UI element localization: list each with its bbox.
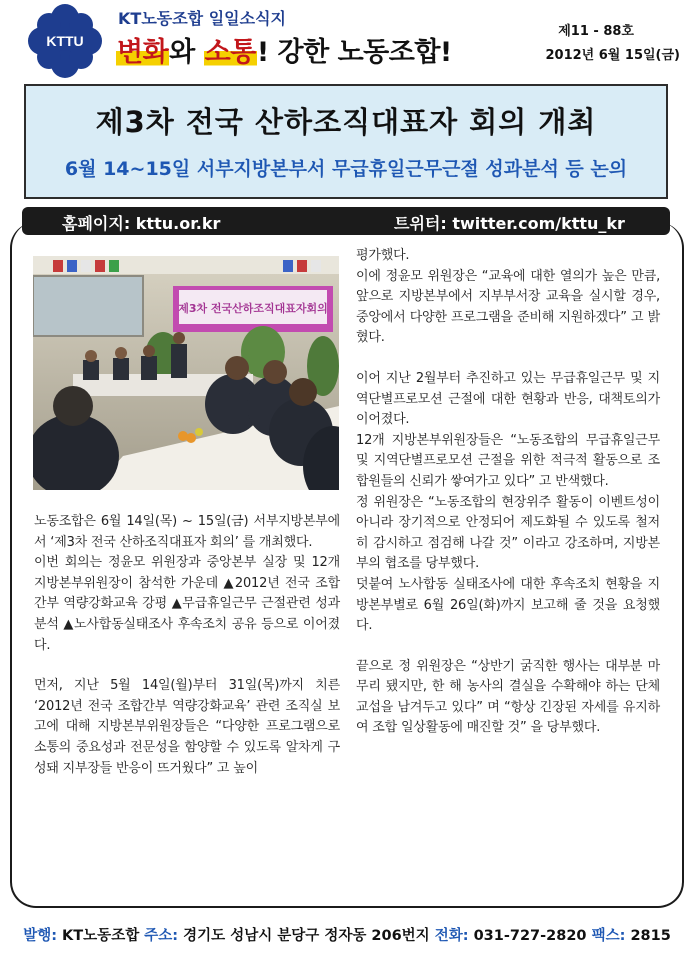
article-right-column	[356, 246, 660, 739]
phone-value: 031-727-2820	[468, 928, 592, 944]
article-paragraph: 평가했다.	[356, 248, 410, 263]
headline-box	[24, 84, 668, 199]
fax-label: 팩스:	[591, 928, 626, 944]
fax-value: 2815	[625, 928, 671, 944]
address-value: 경기도 성남시 분당구 정자동 206번지	[178, 928, 435, 944]
homepage-link[interactable]: 홈페이지: kttu.or.kr	[62, 214, 221, 233]
article-left-column	[34, 512, 340, 779]
address-label: 주소:	[144, 928, 179, 944]
slogan-rest: ! 강한 노동조합!	[256, 37, 452, 68]
article-paragraph: 정 위원장은 “노동조합의 현장위주 활동이 이벤트성이 아니라 장기적으로 안정되어 제도화될 수 있도록 철저히 감시하고 점검해 나갈 것” 이라고 강조하며, 지방본부의 협조를 당부했다.	[356, 494, 660, 572]
kttu-logo	[28, 4, 102, 78]
publisher-label: 발행:	[23, 928, 57, 944]
phone-label: 전화:	[434, 928, 469, 944]
article-paragraph: 이어 지난 2월부터 추진하고 있는 무급휴일근무 및 지역단별프로모션 근절에 대한 현황과 반응, 대책토의가 이어졌다.	[356, 370, 660, 428]
twitter-link[interactable]: 트위터: twitter.com/kttu_kr	[394, 214, 625, 233]
org-subtitle: KT노동조합 일일소식지	[118, 9, 286, 28]
issue-number: 제11 - 88호	[558, 24, 634, 39]
publisher-value: KT노동조합	[57, 928, 145, 944]
slogan-highlight-change: 변화	[117, 37, 169, 68]
slogan-highlight-communication: 소통	[204, 37, 256, 68]
headline-subtitle: 6월 14~15일 서부지방본부서 무급휴일근무근절 성과분석 등 논의	[64, 158, 628, 180]
article-paragraph: 노동조합은 6월 14일(목) ~ 15일(금) 서부지방본부에서 ‘제3차 전국 산하조직대표자 회의’ 를 개최했다.	[34, 514, 340, 550]
article-paragraph: 먼저, 지난 5월 14일(월)부터 31일(목)까지 치른 ‘2012년 전국 조합간부 역량강화교육’ 관련 조직실 보고에 대해 지방본부위원장들은 “다양한 프로그램으로 소통의 중요성과 전문성을 함양할 수 있도록 알차게 구성돼 지부장들 반응이 뜨거웠다” 고 높이	[34, 678, 340, 776]
article-paragraph: 이번 회의는 정윤모 위원장과 중앙본부 실장 및 12개 지방본부위원장이 참석한 가운데 ▲2012년 전국 조합간부 역량강화교육 강평 ▲무급휴일근무 근절관련 성과분석 ▲노사합동실태조사 후속조치 공유 등으로 이어졌다.	[34, 555, 340, 653]
article-paragraph: 12개 지방본부위원장들은 “노동조합의 무급휴일근무 및 지역단별프로모션 근절을 위한 적극적 활동으로 조합원들의 신뢰가 쌓여가고 있다” 고 반색했다.	[356, 432, 660, 489]
article-paragraph: 끝으로 정 위원장은 “상반기 굵직한 행사는 대부분 마무리 됐지만, 한 해 농사의 결실을 수확해야 하는 단체교섭을 남겨두고 있다” 며 “항상 긴장된 자세를 유지하여 조합 일상활동에 매진할 것” 을 당부했다.	[356, 658, 660, 736]
banner-text: 제3차 전국산하조직대표자회의	[178, 302, 328, 315]
issue-date: 2012년 6월 15일(금)	[545, 48, 680, 63]
meeting-photo	[33, 256, 339, 490]
slogan	[116, 30, 452, 69]
slogan-connector: 와	[169, 37, 204, 68]
logo-text: KTTU	[46, 33, 84, 49]
article-paragraph: 이에 정윤모 위원장은 “교육에 대한 열의가 높은 만큼, 앞으로 지방본부에서 지부부서장 교육을 실시할 경우, 중앙에서 다양한 프로그램을 준비해 지원하겠다” 고 밝혔다.	[356, 268, 660, 346]
paragraph-gap	[356, 637, 660, 657]
contact-bar	[22, 207, 670, 235]
article-paragraph: 덧붙여 노사합동 실태조사에 대한 후속조치 현황을 지방본부별로 6월 26일(화)까지 보고해 줄 것을 요청했다.	[356, 576, 660, 634]
paragraph-gap	[356, 349, 660, 369]
paragraph-gap	[34, 656, 340, 676]
footer	[0, 924, 694, 945]
headline-title: 제3차 전국 산하조직대표자 회의 개최	[95, 105, 597, 139]
